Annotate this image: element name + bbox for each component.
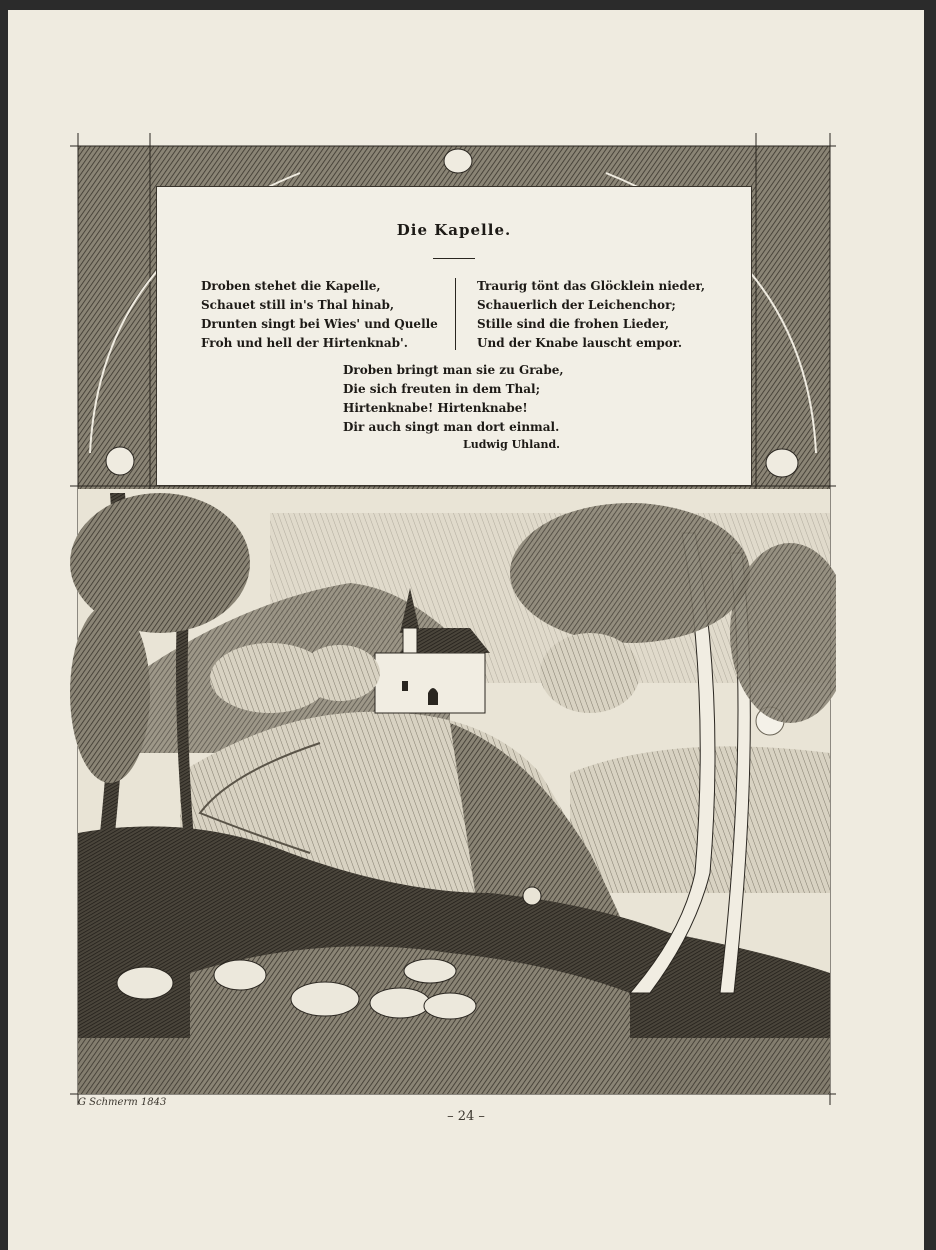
book-page bbox=[8, 10, 924, 1250]
page-number: – 24 – bbox=[447, 1109, 485, 1124]
verse-line: Drunten singt bei Wies' und Quelle bbox=[201, 317, 438, 331]
poem-panel bbox=[156, 186, 752, 486]
stanza-3 bbox=[343, 361, 564, 437]
verse-line: Hirtenknabe! Hirtenknabe! bbox=[343, 401, 528, 415]
engraving-plate bbox=[70, 133, 836, 1105]
verse-line: Schauerlich der Leichenchor; bbox=[477, 298, 676, 312]
poem-author: Ludwig Uhland. bbox=[463, 438, 561, 451]
verse-line: Droben bringt man sie zu Grabe, bbox=[343, 363, 564, 377]
verse-line: Schauet still in's Thal hinab, bbox=[201, 298, 395, 312]
title-divider bbox=[433, 258, 475, 259]
artist-signature: G Schmerm 1843 bbox=[78, 1097, 167, 1108]
verse-line: Stille sind die frohen Lieder, bbox=[477, 317, 670, 331]
column-divider bbox=[455, 278, 456, 350]
verse-line: Dir auch singt man dort einmal. bbox=[343, 420, 560, 434]
stanza-1 bbox=[201, 277, 438, 353]
verse-line: Und der Knabe lauscht empor. bbox=[477, 336, 683, 350]
stanza-2 bbox=[477, 277, 705, 353]
verse-line: Droben stehet die Kapelle, bbox=[201, 279, 381, 293]
verse-line: Froh und hell der Hirtenknab'. bbox=[201, 336, 408, 350]
verse-line: Die sich freuten in dem Thal; bbox=[343, 382, 541, 396]
poem-title: Die Kapelle. bbox=[396, 221, 512, 239]
verse-line: Traurig tönt das Glöcklein nieder, bbox=[477, 279, 706, 293]
